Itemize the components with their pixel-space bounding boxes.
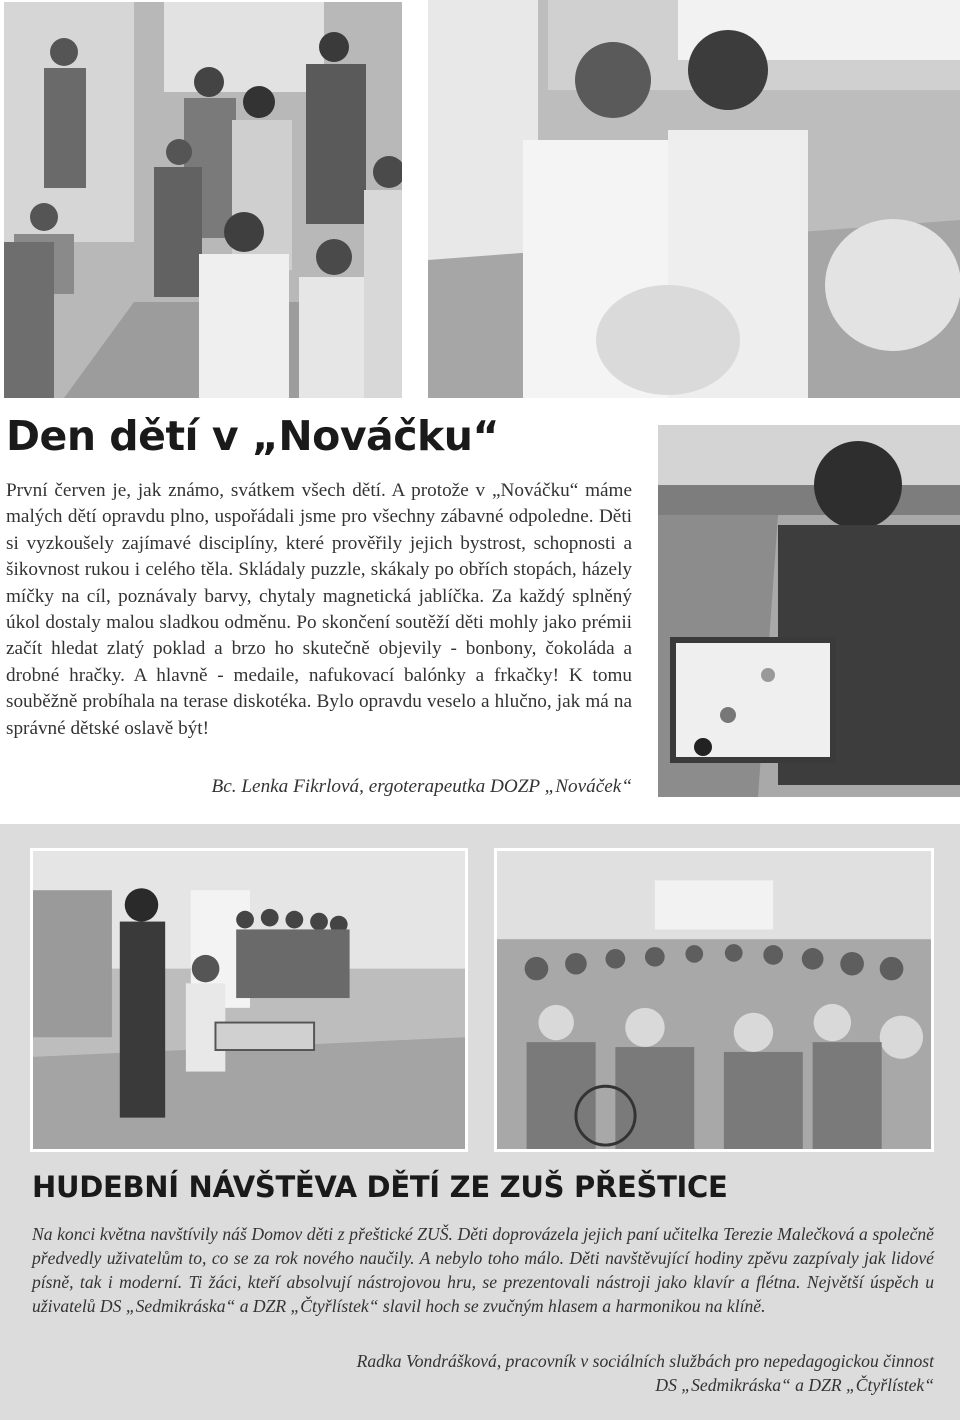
photo-audience-seniors bbox=[494, 848, 934, 1152]
article1-title: Den dětí v „Nováčku“ bbox=[6, 412, 499, 460]
article2-body: Na konci května navštívily náš Domov děti z přeštické ZUŠ. Děti doprovázela jejich paní učitelka Terezie Malečková a společně předvedly uživatelům to, co se za rok nového naučily. A nebylo toho málo. Děti navštěvující hodiny zpěvu zazpívaly jak lidové písně, tak i moderní. Ti žáci, kteří absolvují nástrojovou hru, se prezentovali nástroji jako klavír a flétna. Největší úspěch u uživatelů DS „Sedmikráska“ a DZR „Čtyřlístek“ slavil hoch se zvučným hlasem a harmonikou na klíně. bbox=[32, 1224, 934, 1316]
article1-signature: Bc. Lenka Fikrlová, ergoterapeutka DOZP „Nováček“ bbox=[211, 776, 632, 797]
photo-keyboard-performance bbox=[30, 848, 468, 1152]
photo-boys-with-balloons bbox=[428, 0, 960, 398]
article1-body: První červen je, jak známo, svátkem všech dětí. A protože v „Nováčku“ máme malých dětí opravdu plno, uspořádali jsme pro všechny zábavné odpoledne. Děti si vyzkoušely zajímavé disciplíny, které prověřily jejich bystrost, schopnosti a šikovnost rukou i celého těla. Skládaly puzzle, skákaly po obřích stopách, házely míčky na cíl, poznávaly barvy, chytaly magnetická jablíčka. Za každý splněný úkol dostaly malou sladkou odměnu. Po skončení soutěží děti mohly jako prémii začít hledat zlatý poklad a brzo ho skutečně objevily - bonbony, čokoláda a drobné hračky. A hlavně - medaile, nafukovací balónky a frkačky! K tomu souběžně probíhala na terase diskotéka. Bylo opravdu veselo a hlučno, jak má na správné dětské oslavě být! bbox=[6, 480, 632, 739]
article2-signature-line1: Radka Vondrášková, pracovník v sociálních službách pro nepedagogickou činnost bbox=[356, 1351, 934, 1371]
article2-signature bbox=[357, 1349, 934, 1397]
photo-children-queue bbox=[4, 2, 402, 398]
article2-title: HUDEBNÍ NÁVŠTĚVA DĚTÍ ZE ZUŠ PŘEŠTICE bbox=[32, 1170, 728, 1204]
photo-board-game bbox=[658, 425, 960, 797]
article2-signature-line2: DS „Sedmikráska“ a DZR „Čtyřlístek“ bbox=[655, 1375, 934, 1395]
